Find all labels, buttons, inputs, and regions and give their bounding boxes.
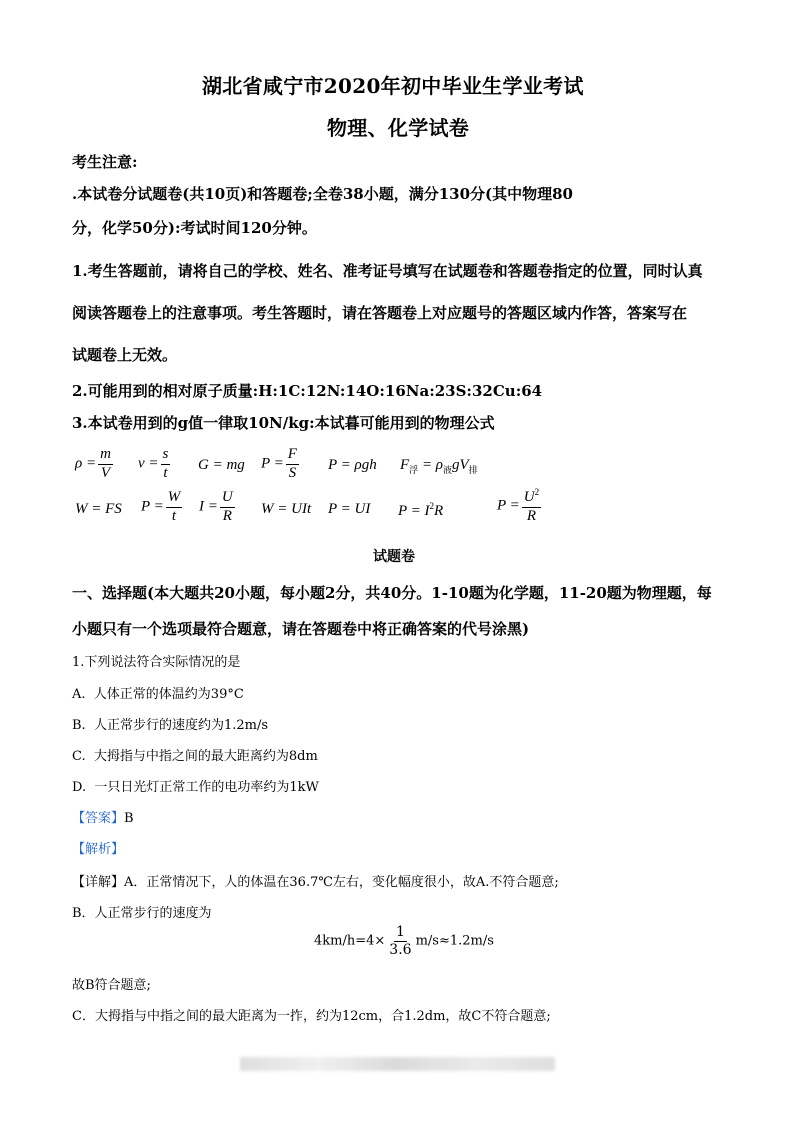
formula-density: ρ = $\frac{m}{V}$	[75, 446, 111, 481]
notice-item-2: 2.可能用到的相对原子质量:H:1C:12N:14O:16Na:23S:32Cu:64	[72, 382, 543, 400]
speed-calculation: 4km/h=4× $\frac{1}{3.6}$ m/s≈1.2m/s	[314, 924, 494, 958]
detail-b-text: B．人正常步行的速度为	[72, 906, 212, 921]
detail-a-line	[72, 871, 559, 890]
option-b	[72, 714, 268, 733]
answer-value: B	[124, 811, 134, 826]
option-d	[72, 776, 319, 795]
detail-a-text: A．正常情况下，人的体温在36.7℃左右，变化幅度很小，故A.不符合题意;	[124, 875, 559, 890]
formula-current: I = $\frac{U}{R}$	[199, 489, 233, 524]
section-label: 试题卷	[373, 549, 415, 565]
notice-item-1-line-1: 1.考生答题前，请将自己的学校、姓名、准考证号填写在试题卷和答题卷指定的位置，同时认真	[72, 262, 703, 280]
answer-line	[72, 807, 134, 826]
option-c-text: 大拇指与中指之间的最大距离约为8dm	[93, 749, 318, 764]
part-one-instructions-line-2: 小题只有一个选项最符合题意，请在答题卷中将正确答案的代号涂黑)	[72, 620, 530, 638]
notice-line-2: 分，化学50分):考试时间120分钟。	[72, 219, 317, 237]
detail-b-conclusion: 故B符合题意;	[72, 978, 151, 993]
blurred-watermark	[240, 1057, 555, 1071]
notice-item-1-line-2: 阅读答题卷上的注意事项。考生答题时，请在答题卷上对应题号的答题区域内作答，答案写在	[72, 304, 688, 322]
formula-electric-power: P = UI	[328, 501, 371, 517]
option-c-label: C.	[72, 749, 86, 764]
exam-subtitle: 物理、化学试卷	[327, 116, 470, 140]
detail-tag: 【详解】	[72, 875, 125, 890]
formula-power: P = $\frac{W}{t}$	[141, 489, 181, 524]
notice-line-1: .本试卷分试题卷(共10页)和答题卷;全卷38小题，满分130分(其中物理80	[72, 185, 573, 203]
option-a	[72, 683, 244, 702]
exam-title: 湖北省咸宁市2020年初中毕业生学业考试	[202, 74, 584, 98]
option-b-text: 人正常步行的速度约为1.2m/s	[93, 718, 269, 733]
option-d-text: 一只日光灯正常工作的电功率约为1kW	[94, 780, 319, 795]
formula-pressure: P = $\frac{F}{S}$	[261, 446, 297, 481]
formula-work: W = FS	[75, 501, 122, 517]
formula-electric-work: W = UIt	[261, 501, 312, 517]
formula-power-u2r: P = $\frac{U^2}{R}$	[497, 487, 540, 524]
option-c	[72, 745, 318, 764]
formula-velocity: v = $\frac{s}{t}$	[138, 446, 169, 481]
notice-item-3: 3.本试卷用到的g值一律取10N/kg:本试暮可能用到的物理公式	[72, 414, 495, 432]
option-d-label: D.	[72, 780, 87, 795]
formula-liquid-pressure: P = ρgh	[328, 457, 377, 473]
option-a-text: 人体正常的体温约为39°C	[93, 687, 244, 702]
formula-gravity: G = mg	[198, 457, 245, 473]
notice-item-1-line-3: 试题卷上无效。	[72, 346, 178, 364]
option-a-label: A.	[72, 687, 86, 702]
part-one-instructions-line-1: 一、选择题(本大题共20小题，每小题2分，共40分。1-10题为化学题，11-20题为物理题，每	[72, 584, 712, 602]
formula-joule-power: $P = I^2R$	[398, 501, 444, 519]
detail-c-text: C．大拇指与中指之间的最大距离为一拃，约为12cm，合1.2dm，故C不符合题意;	[72, 1009, 551, 1024]
analysis-tag: 【解析】	[72, 842, 125, 857]
notice-heading: 考生注意:	[72, 153, 138, 171]
answer-tag: 【答案】	[72, 811, 125, 826]
question-1-stem: 1.下列说法符合实际情况的是	[72, 655, 241, 670]
option-b-label: B.	[72, 718, 86, 733]
formula-buoyancy: $F_浮 = \rho_液gV_排$	[400, 457, 478, 475]
